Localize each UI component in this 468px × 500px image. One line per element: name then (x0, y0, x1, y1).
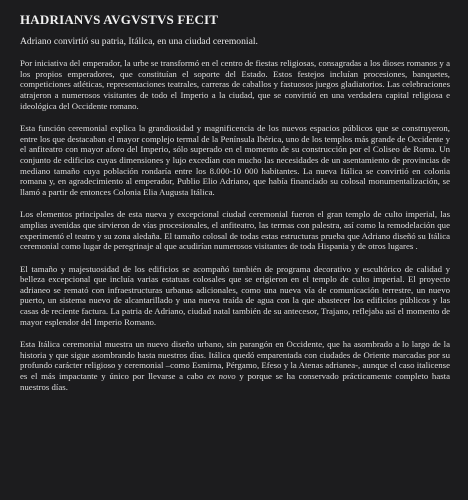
urban-design-text-end: y porque se ha conservado prácticamente completo hasta nuestros días. (20, 371, 450, 392)
paragraph-public-spaces: Esta función ceremonial explica la grandiosidad y magnificencia de los nuevos espacios públicos que se construyeron, entre los que destacaban el mayor complejo termal de la Península Ibérica, uno de los templos más grande de Occidente y el anfiteatro con mayor aforo del Imperio, sólo superado en el momento de su construcción por el Coliseo de Roma. Un conjunto de edificios cuyas dimensiones y lujo excedían con mucho las necesidades de un asentamiento de provincias de mediano tamaño cuya población rondaría entre los 8.000-10 000 habitantes. La nueva Itálica se convirtió en colonia romana y, en agradecimiento al emperador, Publio Elio Adriano, que había financiado su colosal monumentalización, se llamó a partir de entonces Colonia Elia Augusta Itálica. (20, 123, 450, 197)
paragraph-main-elements: Los elementos principales de esta nueva y excepcional ciudad ceremonial fueron el gran templo de culto imperial, las amplias avenidas que sirvieron de vías procesionales, el anfiteatro, las termas con palestra, así como la remodelación que experimentó el teatro y su zona aledaña. El tamaño colosal de todas estas estructuras prueba que Adriano diseñó su Itálica ceremonial como lugar de peregrinaje al que acudirían numerosos visitantes de toda Hispania y de otros lugares . (20, 209, 450, 252)
exhibition-text-panel (20, 12, 450, 494)
paragraph-urban-design (20, 339, 450, 392)
urban-design-text-start: Esta Itálica ceremonial muestra un nuevo diseño urbano, sin parangón en Occidente, que ha asombrado a lo largo de la historia y que sigue asombrando hasta nuestros días. Itálica quedó emparentada con ciudades de Oriente marcadas por su profundo carácter religioso y ceremonial –como Esmirna, Pérgamo, Efeso y la Atenas adrianea-, aunque el caso italicense es el más impactante y único por llevarse a cabo (20, 339, 450, 382)
paragraph-festivities: Por iniciativa del emperador, la urbe se transformó en el centro de fiestas religiosas, consagradas a los dioses romanos y a los propios emperadores, que constituían el soporte del Estado. Estos festejos incluían procesiones, banquetes, competiciones atléticas, representaciones teatrales, carreras de caballos y fastuosos juegos gladiatorios. Las celebraciones atrajeron a numerosos visitantes de todo el Imperio a la ciudad, que se convirtió en una verdadera capital religiosa e ideológica del Occidente romano. (20, 58, 450, 111)
paragraph-decoration-infrastructure: El tamaño y majestuosidad de los edificios se acompañó también de programa decorativo y escultórico de calidad y belleza excepcional que incluía varias estatuas colosales que se erigieron en el templo de culto imperial. El proyecto adrianeo se remató con infraestructuras urbanas adicionales, como una nueva vía de comunicación terrestre, un nuevo puerto, un sistema nuevo de alcantarillado y una nueva traída de agua con la que abastecer los edificios públicos y las casas de reciente factura. La patria de Adriano, ciudad natal también de su antecesor, Trajano, reflejaba así el momento de mayor esplendor del Imperio Romano. (20, 263, 450, 327)
panel-lead: Adriano convirtió su patria, Itálica, en una ciudad ceremonial. (20, 36, 258, 47)
urban-design-text-italic: ex novo (207, 371, 236, 382)
panel-title: HADRIANVS AVGVSTVS FECIT (20, 12, 219, 27)
